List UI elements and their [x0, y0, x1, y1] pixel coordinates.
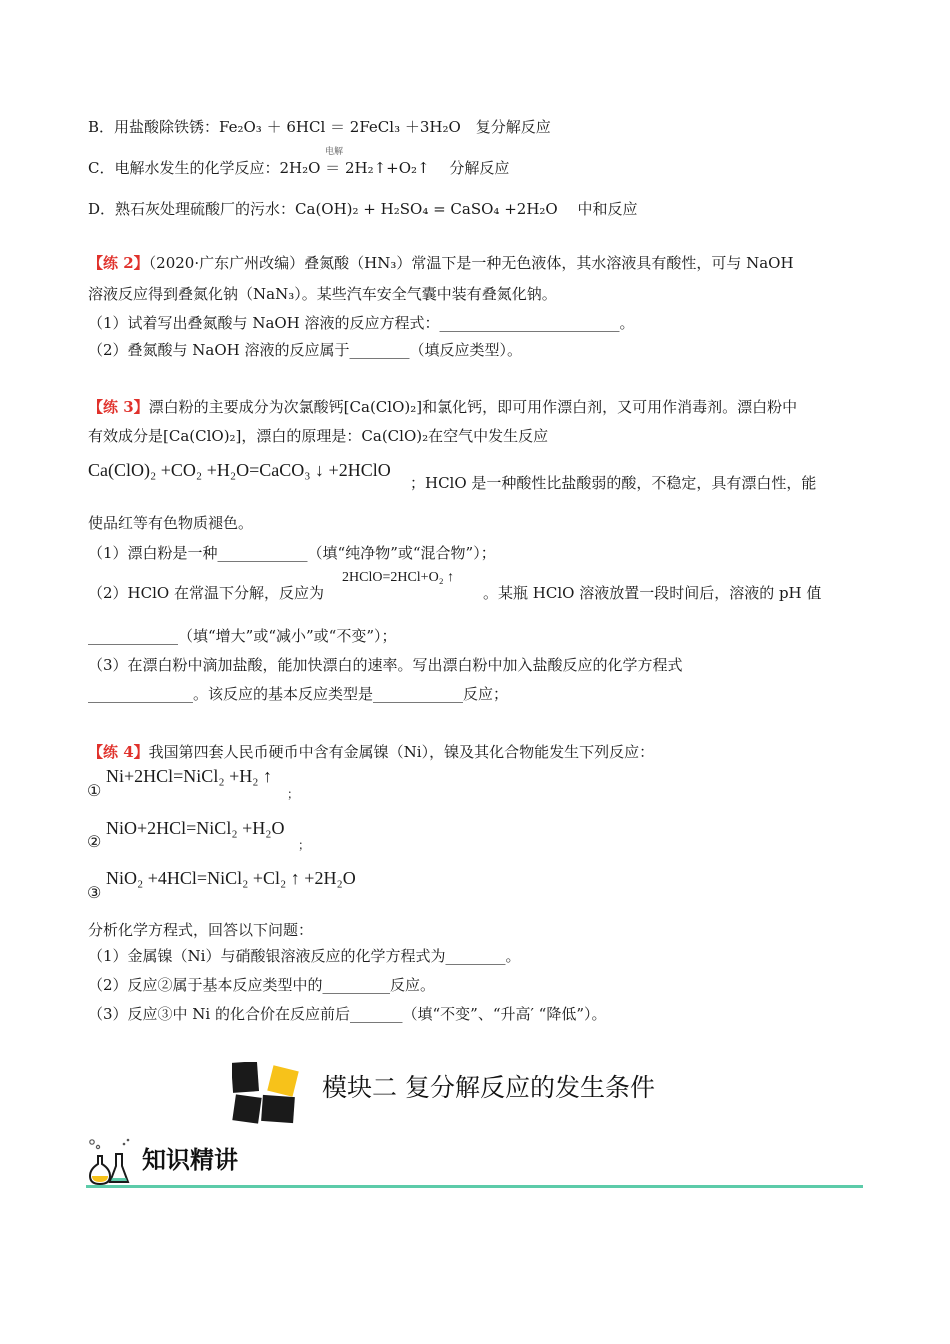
reaction-3-number: ③: [87, 883, 102, 902]
reaction-2-number: ②: [87, 832, 102, 851]
exercise-4-question-3: （3）反应③中 Ni 的化合价在反应前后_______（填“不变”、“升高′ “降低”）。: [88, 1005, 607, 1023]
exercise-3-line-2: 有效成分是[Ca(ClO)₂]，漂白的原理是：Ca(ClO)₂在空气中发生反应: [88, 427, 549, 445]
exercise-4-question-1: （1）金属镍（Ni）与硝酸银溶液反应的化学方程式为________。: [88, 947, 521, 965]
exercise-4-tag: 【练 4】: [88, 743, 149, 761]
exercise-4-text-1: 我国第四套人民币硬币中含有金属镍（Ni），镍及其化合物能发生下列反应：: [148, 743, 655, 761]
exercise-2-question-1: （1）试着写出叠氮酸与 NaOH 溶液的反应方程式：________________________。: [88, 314, 635, 332]
exercise-3-line-3: ；HClO 是一种酸性比盐酸弱的酸，不稳定，具有漂白性，能: [410, 474, 817, 492]
module-title: 模块二 复分解反应的发生条件: [322, 1073, 655, 1102]
option-d: D．熟石灰处理硫酸厂的污水：Ca(OH)₂ + H₂SO₄ = CaSO₄ +2H₂O 中和反应: [88, 200, 638, 218]
exercise-3-question-2b: 。某瓶 HClO 溶液放置一段时间后，溶液的 pH 值: [483, 584, 822, 602]
exercise-4-question-2: （2）反应②属于基本反应类型中的_________反应。: [88, 976, 436, 994]
section-divider: [86, 1185, 863, 1188]
bleach-reaction-equation: Ca(ClO)₂ +CO₂ +H₂O=CaCO₃ ↓ +2HClO: [88, 460, 391, 480]
exercise-2-line-1: [88, 253, 794, 273]
reaction-3-equation: NiO₂ +4HCl=NiCl₂ +Cl₂ ↑ +2H₂O: [106, 868, 356, 888]
reaction-2-equation: NiO+2HCl=NiCl₂ +H₂O: [106, 818, 285, 838]
section-title: 知识精讲: [142, 1146, 238, 1174]
exercise-2-tag: 【练 2】: [88, 254, 149, 272]
reaction-1-equation: Ni+2HCl=NiCl₂ +H₂ ↑: [106, 766, 273, 786]
exercise-4-line-1: [88, 742, 654, 762]
exercise-3-question-2c: ____________（填“增大”或“减小”或“不变”）；: [88, 627, 397, 645]
exercise-3-text-1: 漂白粉的主要成分为次氯酸钙[Ca(ClO)₂]和氯化钙，即可用作漂白剂，又可用作消毒剂。漂白粉中: [148, 398, 798, 416]
lab-flask-icon: [86, 1136, 132, 1186]
exercise-3-line-1: [88, 397, 797, 417]
exercise-3-line-4: 使品红等有色物质褪色。: [88, 514, 254, 532]
exercise-3-question-3a: （3）在漂白粉中滴加盐酸，能加快漂白的速率。写出漂白粉中加入盐酸反应的化学方程式: [88, 656, 683, 674]
option-b: B．用盐酸除铁锈：Fe₂O₃ ＋ 6HCl ＝ 2FeCl₃ ＋3H₂O 复分解反应: [88, 118, 551, 136]
exercise-2-question-2: （2）叠氮酸与 NaOH 溶液的反应属于________（填反应类型）。: [88, 341, 523, 359]
exercise-4-intro: 分析化学方程式，回答以下问题：: [88, 921, 314, 939]
exercise-3-question-3b: ______________。该反应的基本反应类型是____________反应；: [88, 685, 509, 703]
exercise-3-tag: 【练 3】: [88, 398, 149, 416]
exercise-2-line-2: 溶液反应得到叠氮化钠（NaN₃）。某些汽车安全气囊中装有叠氮化钠。: [88, 285, 557, 303]
exercise-3-question-2a: （2）HClO 在常温下分解，反应为: [88, 584, 324, 602]
module-blocks-icon: [232, 1062, 304, 1124]
reaction-2-semicolon: ；: [298, 838, 311, 852]
reaction-1-semicolon: ；: [287, 787, 300, 801]
electrolysis-condition: 电解: [325, 147, 344, 157]
exercise-2-text-1: （2020·广东广州改编）叠氮酸（HN₃）常温下是一种无色液体，其水溶液具有酸性，可与 NaOH: [148, 254, 794, 272]
hclo-decomposition-equation: 2HClO=2HCl+O₂ ↑: [342, 570, 455, 585]
exercise-3-question-1: （1）漂白粉是一种____________（填“纯净物”或“混合物”）；: [88, 544, 496, 562]
option-c: C．电解水发生的化学反应：2H₂O ＝ 2H₂↑+O₂↑ 分解反应: [88, 159, 510, 177]
reaction-1-number: ①: [87, 781, 102, 800]
